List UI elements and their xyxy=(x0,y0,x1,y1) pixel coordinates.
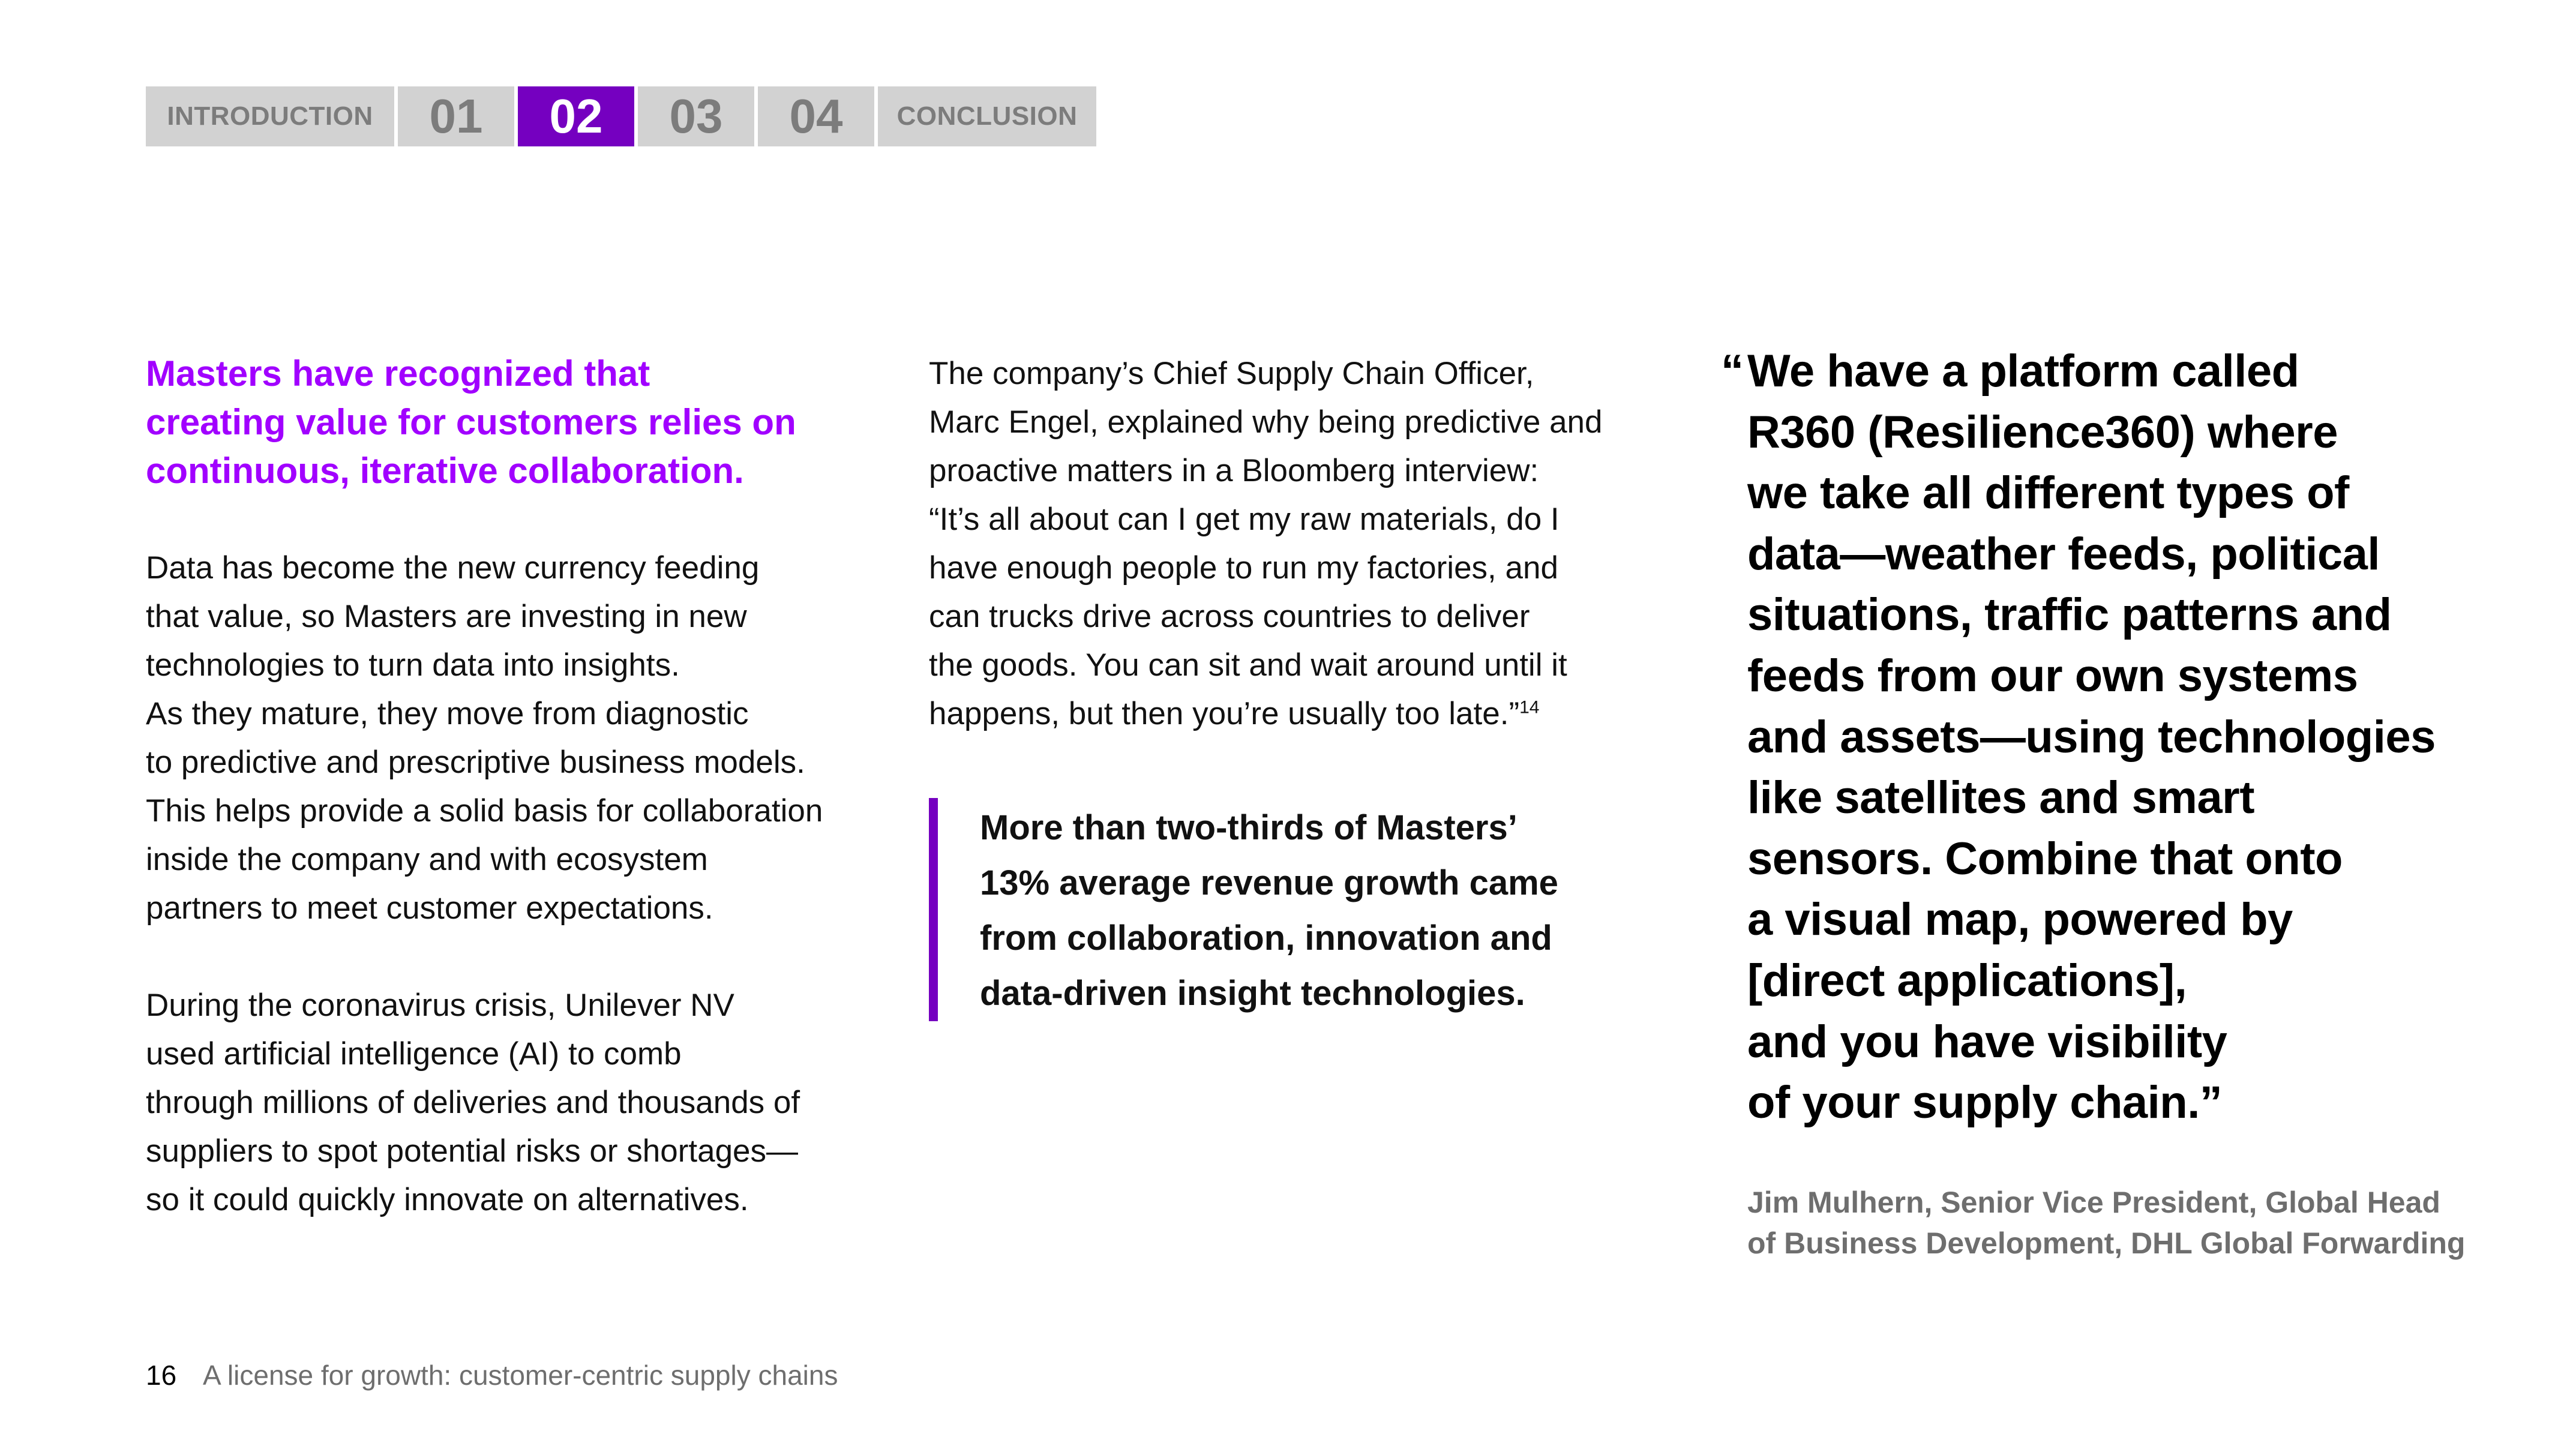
document-title: A license for growth: customer-centric supply chains xyxy=(203,1360,838,1391)
quote-line: We have a platform called xyxy=(1747,346,2299,397)
quote-line: R360 (Resilience360) where xyxy=(1747,406,2338,458)
body-line: technologies to turn data into insights. xyxy=(146,647,680,683)
quote-line: data—weather feeds, political xyxy=(1747,528,2380,580)
body-line: so it could quickly innovate on alternatives. xyxy=(146,1182,749,1217)
body-line: proactive matters in a Bloomberg interview: xyxy=(929,453,1539,488)
body-line: to predictive and prescriptive business models. xyxy=(146,745,805,780)
quote-line: sensors. Combine that onto xyxy=(1747,833,2343,884)
body-line: inside the company and with ecosystem xyxy=(146,842,708,877)
body-line: can trucks drive across countries to deliver xyxy=(929,599,1530,634)
tab-conclusion[interactable]: CONCLUSION xyxy=(878,86,1096,146)
quote-line: of your supply chain.” xyxy=(1747,1077,2223,1129)
left-column xyxy=(146,349,902,1224)
body-line xyxy=(929,689,1685,738)
tab-01[interactable]: 01 xyxy=(398,86,514,146)
body-line: The company’s Chief Supply Chain Officer, xyxy=(929,356,1534,391)
body-line: the goods. You can sit and wait around until it xyxy=(929,647,1567,683)
tab-02[interactable]: 02 xyxy=(518,86,634,146)
body-line: suppliers to spot potential risks or shortages— xyxy=(146,1133,799,1169)
body-paragraph-1 xyxy=(146,544,902,932)
page-footer xyxy=(146,1357,838,1393)
body-paragraph-3 xyxy=(929,349,1685,738)
quote-line: [direct applications], xyxy=(1747,955,2187,1006)
lead-statement xyxy=(146,349,902,495)
callout-line: 13% average revenue growth came xyxy=(980,863,1558,902)
quote-mark: “ xyxy=(1721,346,1744,397)
tab-03[interactable]: 03 xyxy=(638,86,754,146)
lead-line: creating value for customers relies on xyxy=(146,402,796,442)
tab-introduction[interactable]: INTRODUCTION xyxy=(146,86,394,146)
quote-attribution xyxy=(1747,1182,2545,1264)
footnote-ref[interactable]: 14 xyxy=(1519,697,1540,718)
callout-line: from collaboration, innovation and xyxy=(980,919,1552,958)
body-line: through millions of deliveries and thousands of xyxy=(146,1085,800,1120)
quote-line: we take all different types of xyxy=(1747,467,2349,519)
body-line: “It’s all about can I get my raw materials, do I xyxy=(929,502,1560,537)
lead-line: Masters have recognized that xyxy=(146,353,650,394)
attribution-line: Jim Mulhern, Senior Vice President, Global Head xyxy=(1747,1186,2440,1219)
tab-04[interactable]: 04 xyxy=(758,86,874,146)
quote-line: a visual map, powered by xyxy=(1747,894,2293,946)
body-line-text: happens, but then you’re usually too late.” xyxy=(929,696,1520,731)
body-line: that value, so Masters are investing in new xyxy=(146,599,747,634)
callout-line: data-driven insight technologies. xyxy=(980,974,1525,1013)
lead-line: continuous, iterative collaboration. xyxy=(146,451,744,491)
quote-line: and assets—using technologies xyxy=(1747,711,2436,763)
body-line: As they mature, they move from diagnostic xyxy=(146,696,749,731)
quote-line: like satellites and smart xyxy=(1747,772,2255,824)
body-line: This helps provide a solid basis for collaboration xyxy=(146,793,823,829)
body-line: used artificial intelligence (AI) to comb xyxy=(146,1036,682,1072)
body-line: Data has become the new currency feeding xyxy=(146,550,760,586)
body-line: have enough people to run my factories, and xyxy=(929,550,1558,586)
body-line: partners to meet customer expectations. xyxy=(146,890,713,926)
middle-column xyxy=(929,349,1685,738)
pull-quote xyxy=(1721,341,2537,1133)
attribution-line: of Business Development, DHL Global Forwarding xyxy=(1747,1226,2466,1260)
page-number: 16 xyxy=(146,1360,177,1391)
body-paragraph-2 xyxy=(146,981,902,1224)
quote-line: situations, traffic patterns and xyxy=(1747,589,2392,641)
body-line: Marc Engel, explained why being predictive and xyxy=(929,404,1603,440)
quote-text xyxy=(1721,341,2537,1133)
quote-line: and you have visibility xyxy=(1747,1016,2227,1067)
callout-line: More than two-thirds of Masters’ xyxy=(980,808,1518,847)
section-nav xyxy=(146,86,1096,146)
body-line: During the coronavirus crisis, Unilever NV xyxy=(146,988,734,1023)
quote-line: feeds from our own systems xyxy=(1747,650,2358,701)
stat-callout xyxy=(929,798,1649,1021)
